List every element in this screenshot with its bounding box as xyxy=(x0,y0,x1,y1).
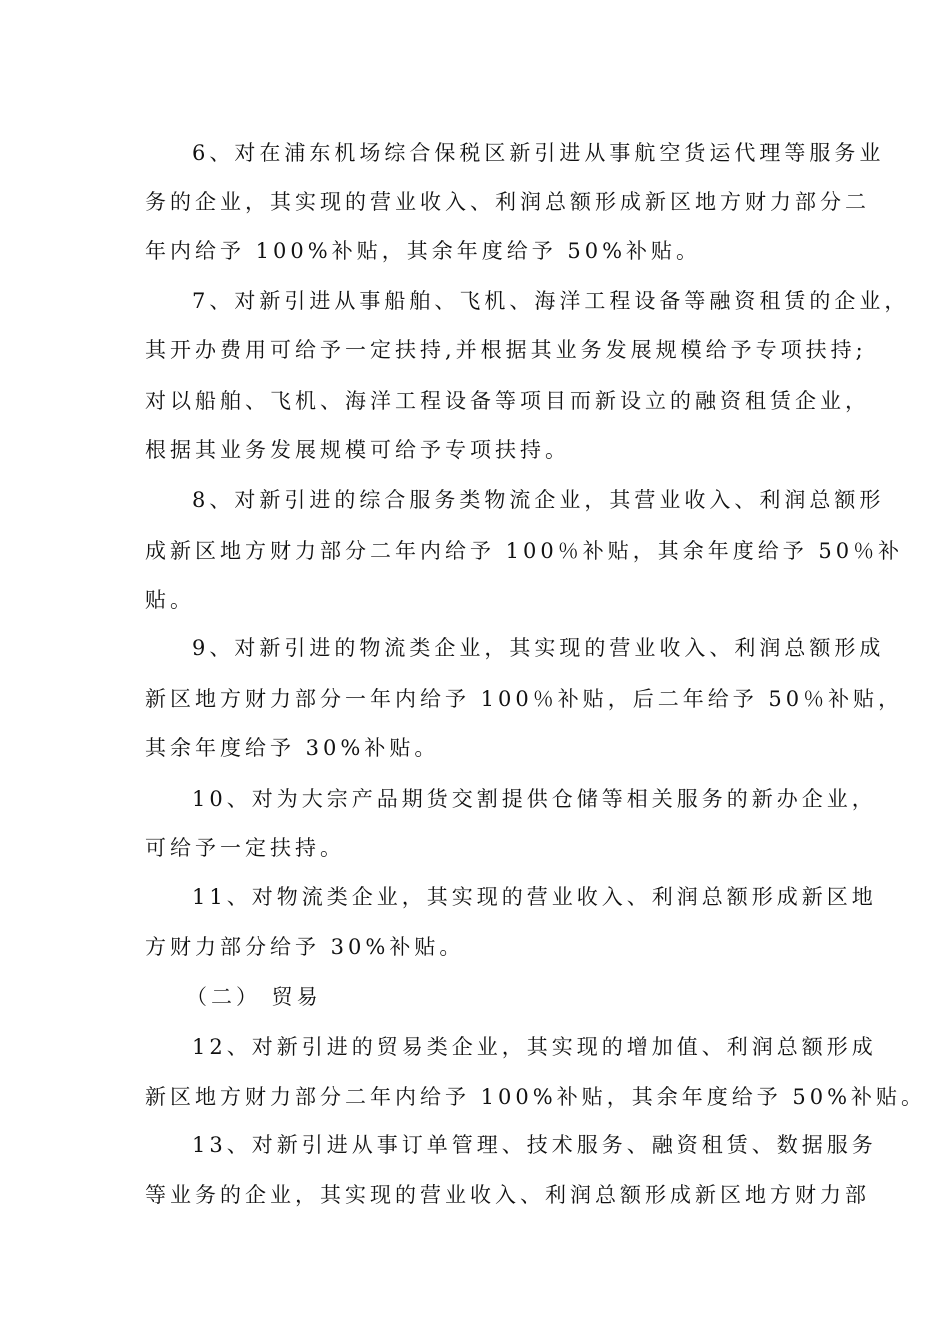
item-7-line-3: 对以船舶、飞机、海洋工程设备等项目而新设立的融资租赁企业， xyxy=(145,389,870,413)
item-6-line-1: 6、对在浦东机场综合保税区新引进从事航空货运代理等服务业 xyxy=(192,141,885,165)
section-heading-trade: （二） 贸易 xyxy=(186,985,322,1009)
item-7-line-4: 根据其业务发展规模可给予专项扶持。 xyxy=(145,438,570,462)
item-11-line-2: 方财力部分给予 30%补贴。 xyxy=(145,935,465,959)
item-13-line-2: 等业务的企业，其实现的营业收入、利润总额形成新区地方财力部 xyxy=(145,1183,870,1207)
item-8-line-3: 贴。 xyxy=(145,588,195,612)
item-8-line-2: 成新区地方财力部分二年内给予 100％补贴，其余年度给予 50％补 xyxy=(145,539,904,563)
item-10-line-2: 可给予一定扶持。 xyxy=(145,836,345,860)
item-9-line-3: 其余年度给予 30%补贴。 xyxy=(145,736,440,760)
item-8-line-1: 8、对新引进的综合服务类物流企业，其营业收入、利润总额形 xyxy=(192,488,885,512)
item-7-line-1: 7、对新引进从事船舶、飞机、海洋工程设备等融资租赁的企业， xyxy=(192,289,910,313)
item-9-line-1: 9、对新引进的物流类企业，其实现的营业收入、利润总额形成 xyxy=(192,636,885,660)
item-12-line-1: 12、对新引进的贸易类企业，其实现的增加值、利润总额形成 xyxy=(192,1035,877,1059)
item-12-line-2: 新区地方财力部分二年内给予 100%补贴，其余年度给予 50%补贴。 xyxy=(145,1085,927,1109)
item-11-line-1: 11、对物流类企业，其实现的营业收入、利润总额形成新区地 xyxy=(192,885,877,909)
item-13-line-1: 13、对新引进从事订单管理、技术服务、融资租赁、数据服务 xyxy=(192,1133,877,1157)
item-6-line-2: 务的企业，其实现的营业收入、利润总额形成新区地方财力部分二 xyxy=(145,190,870,214)
item-10-line-1: 10、对为大宗产品期货交割提供仓储等相关服务的新办企业， xyxy=(192,787,877,811)
item-6-line-3: 年内给予 100%补贴，其余年度给予 50%补贴。 xyxy=(145,239,702,263)
item-7-line-2: 其开办费用可给予一定扶持,并根据其业务发展规模给予专项扶持; xyxy=(145,338,867,362)
item-9-line-2: 新区地方财力部分一年内给予 100％补贴，后二年给予 50％补贴， xyxy=(145,687,904,711)
